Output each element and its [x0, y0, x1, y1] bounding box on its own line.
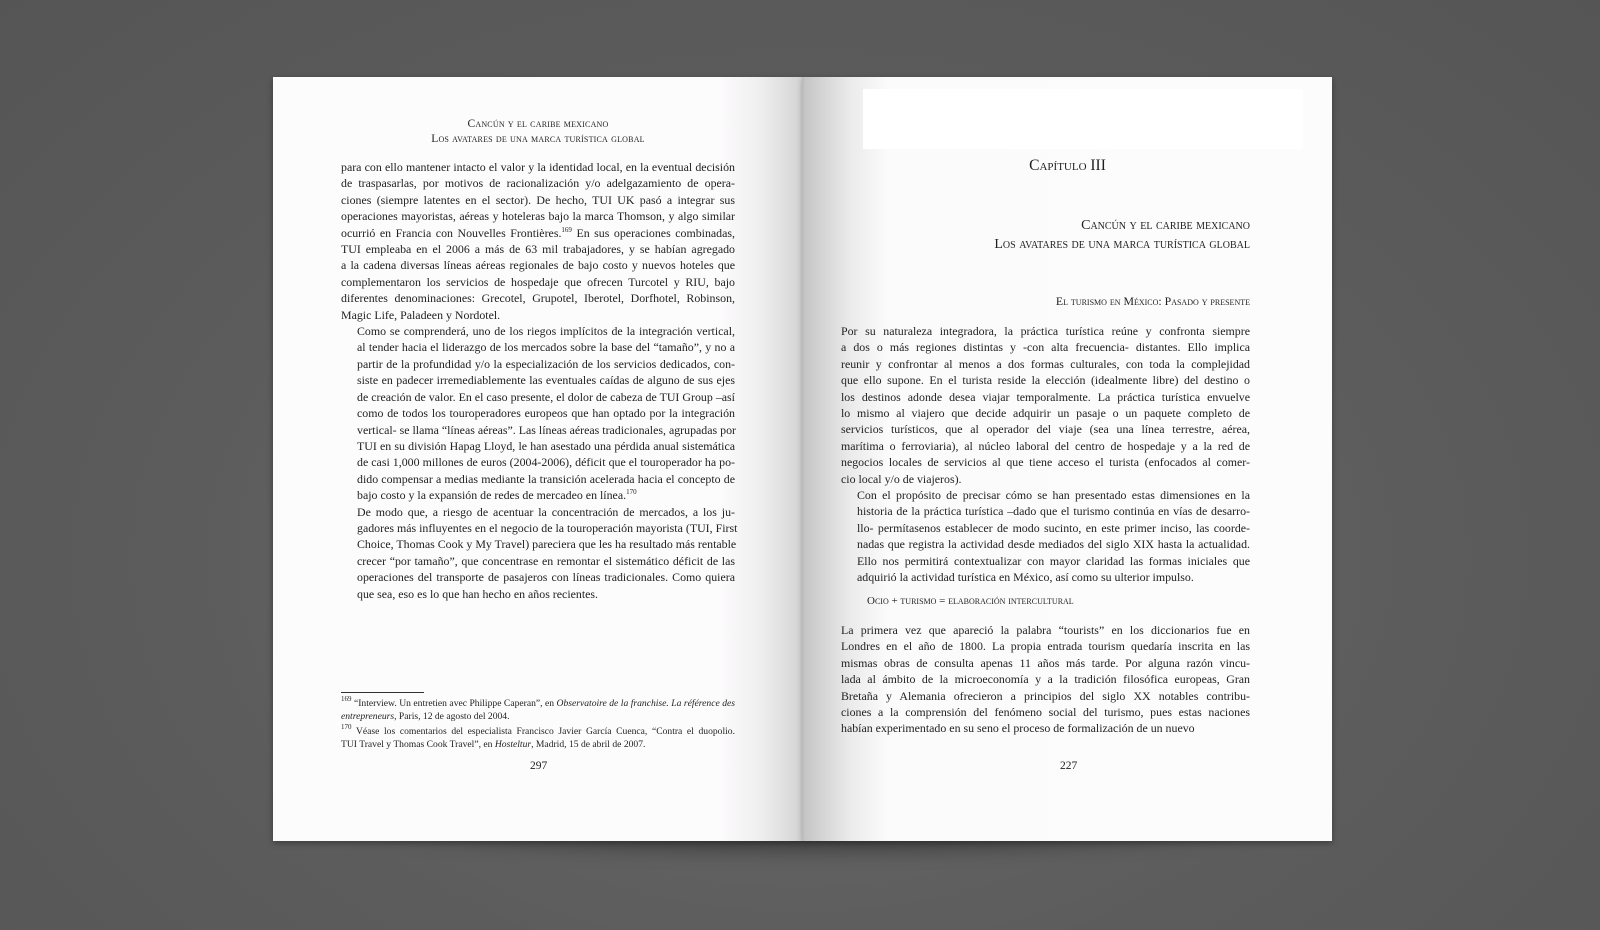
paragraph [841, 487, 1250, 585]
text-line: TUI en su división Hapag Lloyd, le han asestado una pérdida anual sistemática [357, 438, 735, 453]
running-head-line-2: Los avatares de una marca turística global [431, 133, 645, 145]
text-line: historia de la práctica turística –dado que el turismo continúa en vías de desarro- [857, 504, 1250, 519]
text-line: Por su naturaleza integradora, la práctica turística reúne y confronta siempre [841, 324, 1250, 338]
chapter-title-line-1: Cancún y el caribe mexicano [1081, 218, 1250, 233]
footnote-line: $^{169}$ “Interview. Un entretien avec Philippe Caperan”, en Observatoire de la franchise. La référence des [341, 695, 735, 709]
text-line: ocurrió en Francia con Nouvelles Frontières.$^{169}$ En sus operaciones combinadas, [341, 225, 735, 240]
footnote-ref: 169 [561, 225, 572, 234]
text-line: gadores más influyentes en el negocio de la touroperación mayorista (TUI, First [357, 520, 738, 535]
subsection-body-text [841, 622, 1250, 737]
text-line: para con ello mantener intacto el valor y la identidad local, en la eventual decisión [341, 160, 735, 174]
footnote-line: entrepreneurs, Paris, 12 de agosto del 2004. [341, 711, 510, 722]
text-line: que sea, eso es lo que han hecho en años recientes. [357, 586, 599, 601]
footnote-line: TUI Travel y Thomas Cook Travel”, en Hosteltur, Madrid, 15 de abril de 2007. [341, 739, 646, 750]
text-line: Choice, Thomas Cook y My Travel) pareciera que les ha resultado más rentable [357, 537, 737, 552]
left-page [273, 77, 803, 841]
text-line: Bretaña y Alemania ofrecieron a principios del siglo XX notables contribu- [841, 688, 1250, 703]
text-line: reunir y confrontar al menos a dos formas culturales, con toda la complejidad [841, 356, 1250, 371]
footnote [341, 697, 735, 723]
paragraph [841, 323, 1250, 487]
text-line: partir de la profundidad y/o la especialización de los servicios dedicados, con- [357, 356, 735, 371]
footnote-ref: 170 [626, 488, 637, 497]
text-line: lo mismo al viajero que decide adquirir un pasaje o un paquete completo de [841, 406, 1250, 421]
book-spine [802, 77, 804, 841]
text-line: cio local y/o de viajeros). [841, 471, 962, 486]
text-line: Ello nos permitirá contextualizar con mayor claridad las formas iniciales que [857, 553, 1250, 568]
paragraph [841, 622, 1250, 737]
page-number: 227 [1060, 760, 1078, 772]
italic-title: entrepreneurs [341, 711, 395, 722]
text-line: lada al ámbito de la microeconomía y a la tradición filosófica europeas, Gran [841, 672, 1250, 687]
text-line: ciones (siempre latentes en el sector). De hecho, TUI UK pasó a integrar sus [341, 192, 735, 207]
text-line: siste en padecer irremediablemente las eventuales caídas de alguno de sus ejes [357, 373, 735, 388]
running-head-line-1: Cancún y el caribe mexicano [467, 118, 609, 130]
right-page [803, 77, 1332, 841]
text-line: dido compensar a medias mediante la transición acelerada hacia el concepto de [357, 471, 735, 486]
text-line: a dos o más regiones distintas y -con alta frecuencia- distantes. Ello implica [841, 340, 1250, 355]
text-line: operaciones mayoristas, aéreas y hoteleras bajo la marca Thomson, y algo similar [341, 209, 735, 224]
page-number: 297 [530, 760, 548, 772]
text-line: a la cadena diversas líneas aéreas regionales de bajo costo y nuevos hoteles que [341, 258, 735, 273]
text-line: Magic Life, Paladeen y Nordotel. [341, 307, 501, 322]
footnote-line: $^{170}$ Véase los comentarios del especialista Francisco Javier García Cuenca, “Contra el duopolio. [341, 723, 735, 737]
text-line: adquirió la actividad turística en México, así como su ulterior impulso. [857, 570, 1194, 585]
text-line: vertical- se llama “líneas aéreas”. Las líneas aéreas tradicionales, agrupadas por [357, 422, 736, 437]
text-line: ciones a la comprensión del fenómeno social del turismo, pues estas naciones [841, 705, 1250, 720]
text-line: crecer “por tamaño”, que concentrase en remontar el sistemático déficit de las [357, 553, 735, 568]
text-line: marítima o ferroviaria), al núcleo laboral del centro de hospedaje y a la red de [841, 438, 1250, 453]
text-line: de creación de valor. En el caso presente, el dolor de cabeza de TUI Group –así [357, 389, 735, 404]
paragraph [341, 504, 738, 602]
paragraph [341, 323, 735, 503]
page-highlight [863, 89, 1303, 149]
text-line: de casi 1,000 millones de euros (2004-2006), déficit que el touroperador ha po- [357, 455, 735, 470]
footnotes [341, 697, 735, 753]
text-line: de traspasarlas, por motivos de racionalización y/o adelgazamiento de opera- [341, 176, 735, 191]
text-line: Con el propósito de precisar cómo se han presentado estas dimensiones en la [857, 488, 1250, 503]
chapter-title-line-2: Los avatares de una marca turística global [994, 237, 1250, 252]
text-line: TUI empleaba en el 2006 a más de 63 mil trabajadores, y se habían agregado [341, 242, 735, 257]
text-line: negocios locales de servicios al que tiene acceso el turista (enfocados al comer- [841, 455, 1250, 470]
text-line: llo- permítasenos establecer de modo sucinto, en este primer inciso, las coorde- [857, 520, 1250, 535]
footnote-number: 169 [341, 695, 352, 703]
text-line: De modo que, a riesgo de acentuar la concentración de mercados, a los ju- [357, 504, 735, 519]
text-line: que ello supone. En el turista reside la elección (idealmente libre) del destino o [841, 373, 1250, 388]
section-heading: El turismo en México: Pasado y presente [1055, 294, 1250, 308]
text-line: mismas obras de consulta apenas 11 años más tarde. Por alguna razón vincu- [841, 655, 1250, 670]
chapter-heading: Capítulo III [1029, 157, 1106, 174]
section-body-text [841, 323, 1250, 586]
text-line: como de todos los touroperadores europeos que han optado por la integración [357, 406, 735, 421]
text-line: habían experimentado en su seno el proceso de formalización de un nuevo [841, 721, 1195, 736]
text-line: los destinos adonde desea viajar temporalmente. La práctica turística envuelve [841, 389, 1250, 404]
chapter-title [994, 216, 1250, 254]
paragraph [341, 159, 735, 323]
text-line: al tender hacia el liderazgo de los mercados sobre la base del “tamaño”, y no a [357, 340, 735, 355]
footnote-number: 170 [341, 723, 352, 731]
subsection-heading: Ocio + turismo = elaboración intercultural [867, 595, 1074, 607]
footnote-rule [341, 692, 424, 693]
text-line: operaciones del transporte de pasajeros con líneas tradicionales. Como quiera [357, 570, 735, 585]
text-line: La primera vez que apareció la palabra “tourists” en los diccionarios fue en [841, 623, 1250, 637]
text-line: servicios turísticos, que al operador del viaje (sea una línea terrestre, aérea, [841, 422, 1250, 437]
text-line: nadas que registra la actividad desde mediados del siglo XIX hasta la actualidad. [857, 537, 1250, 552]
text-line: bajo costo y la expansión de redes de mercadeo en línea.$^{170}$ [357, 488, 637, 503]
left-body-text [341, 159, 738, 602]
italic-title: Hosteltur [494, 739, 532, 750]
text-line: Londres en el año de 1800. La propia entrada tourism quedaría inscrita en las [841, 639, 1250, 654]
text-line: Como se comprenderá, uno de los riegos implícitos de la integración vertical, [357, 324, 735, 339]
footnote [341, 725, 735, 751]
italic-title: Observatoire de la franchise. La référence des [556, 698, 735, 709]
text-line: diferentes denominaciones: Grecotel, Grupotel, Iberotel, Dorfhotel, Robinson, [341, 291, 735, 306]
running-head [273, 117, 803, 147]
text-line: complementaron los servicios de hospedaje que ofrecen Turcotel y RIU, bajo [341, 274, 735, 289]
